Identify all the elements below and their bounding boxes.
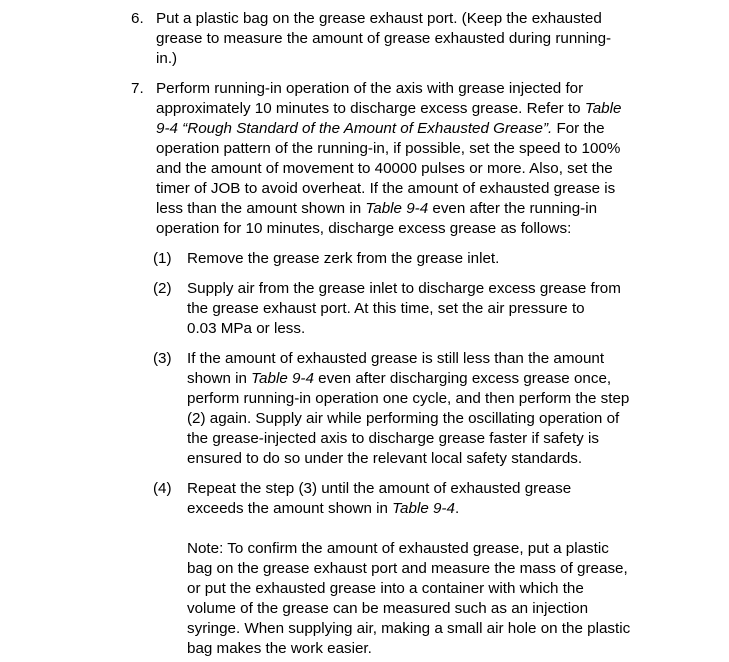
text-line: 9-4 “Rough Standard of the Amount of Exhausted Grease”. For the	[156, 120, 605, 137]
text-line: Supply air from the grease inlet to discharge excess grease from	[187, 280, 621, 297]
step-number: 7.	[131, 80, 144, 97]
note-text	[187, 539, 687, 659]
text-line: perform running-in operation one cycle, and then perform the step	[187, 390, 630, 407]
text-line: bag on the grease exhaust port and measure the mass of grease,	[187, 560, 628, 577]
text-line: volume of the grease can be measured such as an injection	[187, 600, 589, 617]
substep-text	[187, 249, 687, 269]
text-line: the grease exhaust port. At this time, set the air pressure to	[187, 300, 585, 317]
table-reference: Table 9-4	[365, 200, 429, 217]
substep-text	[187, 349, 687, 469]
substep-number: (4)	[153, 480, 172, 497]
text-line: Note: To confirm the amount of exhausted grease, put a plastic	[187, 540, 609, 557]
text-line: in.)	[156, 50, 178, 67]
text-line: Put a plastic bag on the grease exhaust port. (Keep the exhausted	[156, 10, 602, 27]
text-line: exceeds the amount shown in Table 9-4.	[187, 500, 460, 517]
text-line: grease to measure the amount of grease exhausted during running-	[156, 30, 612, 47]
text-line: or put the exhausted grease into a container with which the	[187, 580, 584, 597]
text-line: Repeat the step (3) until the amount of exhausted grease	[187, 480, 572, 497]
substep-text	[187, 479, 687, 519]
text-line: bag makes the work easier.	[187, 640, 372, 657]
step-number: 6.	[131, 10, 144, 27]
text-line: timer of JOB to avoid overheat. If the amount of exhausted grease is	[156, 180, 616, 197]
text-line: (2) again. Supply air while performing the oscillating operation of	[187, 410, 620, 427]
text-line: approximately 10 minutes to discharge excess grease. Refer to Table	[156, 100, 622, 117]
text-line: less than the amount shown in Table 9-4 even after the running-in	[156, 200, 598, 217]
table-reference: Table 9-4	[251, 370, 314, 387]
substep-number: (3)	[153, 350, 172, 367]
substep-number: (1)	[153, 250, 172, 267]
text-line: ensured to do so under the relevant local safety standards.	[187, 450, 583, 467]
text-line: Perform running-in operation of the axis with grease injected for	[156, 80, 584, 97]
table-reference: 9-4 “Rough Standard of the Amount of Exhausted Grease”.	[156, 120, 553, 137]
text-line: If the amount of exhausted grease is still less than the amount	[187, 350, 605, 367]
substep-text	[187, 279, 687, 339]
text-line: syringe. When supplying air, making a small air hole on the plastic	[187, 620, 631, 637]
table-reference: Table 9-4	[392, 500, 455, 517]
step-text	[156, 79, 676, 239]
substep-number: (2)	[153, 280, 172, 297]
text-line: 0.03 MPa or less.	[187, 320, 306, 337]
text-line: Remove the grease zerk from the grease inlet.	[187, 250, 500, 267]
step-text	[156, 9, 676, 69]
text-line: the grease-injected axis to discharge grease faster if safety is	[187, 430, 599, 447]
table-reference: Table	[584, 100, 622, 117]
text-line: operation pattern of the running-in, if possible, set the speed to 100%	[156, 140, 621, 157]
text-line: operation for 10 minutes, discharge excess grease as follows:	[156, 220, 572, 237]
text-line: shown in Table 9-4 even after discharging excess grease once,	[187, 370, 612, 387]
text-line: and the amount of movement to 40000 pulses or more. Also, set the	[156, 160, 613, 177]
